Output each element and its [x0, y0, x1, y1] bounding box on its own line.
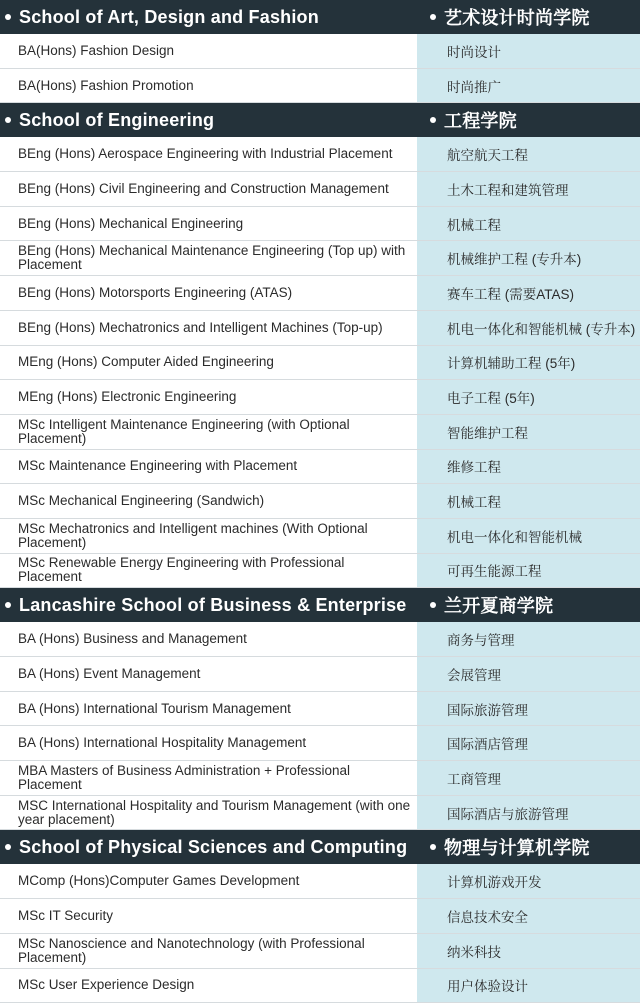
table-row: [0, 622, 640, 657]
course-name-en: MBA Masters of Business Administration + Professional Placement: [18, 762, 351, 792]
table-row: [0, 692, 640, 727]
section-header: [0, 0, 640, 34]
course-name-en: MSC International Hospitality and Tourism Management (with one year placement): [18, 797, 411, 827]
section-title-cn: 艺术设计时尚学院: [444, 8, 590, 28]
section-title-cn-cell: [417, 830, 640, 864]
course-name-en: MSc User Experience Design: [18, 977, 195, 993]
table-row: [0, 207, 640, 242]
course-name-en: MSc Intelligent Maintenance Engineering (with Optional Placement): [18, 416, 350, 446]
table-row: [0, 934, 640, 969]
section-title-cn: 物理与计算机学院: [444, 838, 590, 859]
course-name-cn: 计算机游戏开发: [417, 864, 640, 898]
course-name-en: MComp (Hons)Computer Games Development: [18, 873, 300, 889]
course-name-cn: 电子工程 (5年): [417, 380, 640, 414]
course-name-en: MSc Mechatronics and Intelligent machines (With Optional Placement): [18, 520, 368, 550]
course-name-cn: 国际酒店管理: [417, 726, 640, 760]
table-row: [0, 69, 640, 104]
course-name-cn: 时尚设计: [417, 34, 640, 68]
table-row: [0, 761, 640, 796]
table-row: [0, 969, 640, 1003]
course-name-cn: 航空航天工程: [417, 137, 640, 171]
section-title-en: School of Engineering: [19, 109, 215, 130]
bullet-icon: [430, 844, 436, 850]
course-name-cn: 计算机辅助工程 (5年): [417, 346, 640, 380]
section-header: [0, 830, 640, 864]
course-name-en: BA(Hons) Fashion Promotion: [18, 77, 194, 93]
course-name-en: MEng (Hons) Computer Aided Engineering: [18, 354, 274, 370]
course-name-en: MSc Maintenance Engineering with Placement: [18, 458, 298, 474]
section-title-en: School of Art, Design and Fashion: [19, 6, 319, 27]
course-name-en: BEng (Hons) Aerospace Engineering with Industrial Placement: [18, 146, 393, 162]
table-row: [0, 726, 640, 761]
section-header: [0, 103, 640, 137]
course-name-cn: 可再生能源工程: [417, 554, 640, 588]
course-name-en: BEng (Hons) Mechanical Engineering: [18, 215, 244, 231]
section-title-en: School of Physical Sciences and Computing: [19, 836, 408, 857]
course-name-cn: 机电一体化和智能机械: [417, 519, 640, 553]
course-name-en: MEng (Hons) Electronic Engineering: [18, 389, 237, 405]
course-name-cn: 赛车工程 (需要ATAS): [417, 276, 640, 310]
section-title-en-cell: [0, 0, 417, 34]
table-row: [0, 34, 640, 69]
section-title-en-cell: [0, 830, 417, 864]
course-name-en: BA (Hons) International Tourism Management: [18, 700, 291, 716]
table-row: [0, 415, 640, 450]
table-row: [0, 137, 640, 172]
course-name-en: BEng (Hons) Mechanical Maintenance Engineering (Top up) with Placement: [18, 243, 406, 273]
table-row: [0, 241, 640, 276]
table-row: [0, 346, 640, 381]
course-name-cn: 商务与管理: [417, 622, 640, 656]
section-header: [0, 588, 640, 622]
section-title-cn: 兰开夏商学院: [444, 596, 554, 617]
table-row: [0, 519, 640, 554]
course-name-en: BA(Hons) Fashion Design: [18, 42, 175, 58]
course-name-cn: 机械工程: [417, 207, 640, 241]
section-title-en-cell: [0, 103, 417, 137]
course-name-en: BA (Hons) Event Management: [18, 665, 201, 681]
bullet-icon: [5, 844, 11, 850]
section-title-cn-cell: [417, 103, 640, 137]
course-name-en: BEng (Hons) Civil Engineering and Construction Management: [18, 180, 389, 196]
section-title-cn: 工程学院: [444, 111, 517, 132]
course-name-cn: 时尚推广: [417, 69, 640, 103]
course-name-en: MSc Mechanical Engineering (Sandwich): [18, 493, 265, 509]
table-row: [0, 864, 640, 899]
course-name-en: MSc IT Security: [18, 907, 114, 923]
course-name-cn: 国际旅游管理: [417, 692, 640, 726]
table-row: [0, 172, 640, 207]
course-name-cn: 机械维护工程 (专升本): [417, 241, 640, 275]
table-row: [0, 311, 640, 346]
course-name-cn: 会展管理: [417, 657, 640, 691]
table-row: [0, 657, 640, 692]
course-name-cn: 机电一体化和智能机械 (专升本): [417, 311, 640, 345]
course-name-cn: 纳米科技: [417, 934, 640, 968]
table-row: [0, 899, 640, 934]
course-name-cn: 信息技术安全: [417, 899, 640, 933]
course-name-cn: 智能维护工程: [417, 415, 640, 449]
section-title-cn-cell: [417, 0, 640, 34]
course-name-en: BA (Hons) Business and Management: [18, 631, 247, 647]
table-row: [0, 380, 640, 415]
course-name-en: BEng (Hons) Mechatronics and Intelligent Machines (Top-up): [18, 319, 383, 335]
course-name-cn: 国际酒店与旅游管理: [417, 796, 640, 830]
section-title-en-cell: [0, 588, 417, 622]
course-name-cn: 工商管理: [417, 761, 640, 795]
table-row: [0, 484, 640, 519]
bullet-icon: [430, 602, 436, 608]
bullet-icon: [5, 14, 11, 20]
bullet-icon: [5, 117, 11, 123]
section-title-cn-cell: [417, 588, 640, 622]
course-name-cn: 维修工程: [417, 450, 640, 484]
course-name-en: BEng (Hons) Motorsports Engineering (ATAS): [18, 284, 293, 300]
course-name-cn: 土木工程和建筑管理: [417, 172, 640, 206]
course-name-en: BA (Hons) International Hospitality Management: [18, 735, 307, 751]
table-row: [0, 276, 640, 311]
course-name-en: MSc Renewable Energy Engineering with Professional Placement: [18, 555, 345, 585]
bullet-icon: [430, 14, 436, 20]
course-name-cn: 机械工程: [417, 484, 640, 518]
table-row: [0, 796, 640, 831]
bullet-icon: [430, 117, 436, 123]
course-name-en: MSc Nanoscience and Nanotechnology (with Professional Placement): [18, 935, 365, 965]
table-row: [0, 450, 640, 485]
section-title-en: Lancashire School of Business & Enterprise: [19, 594, 407, 615]
course-name-cn: 用户体验设计: [417, 969, 640, 1003]
bullet-icon: [5, 602, 11, 608]
table-row: [0, 554, 640, 589]
